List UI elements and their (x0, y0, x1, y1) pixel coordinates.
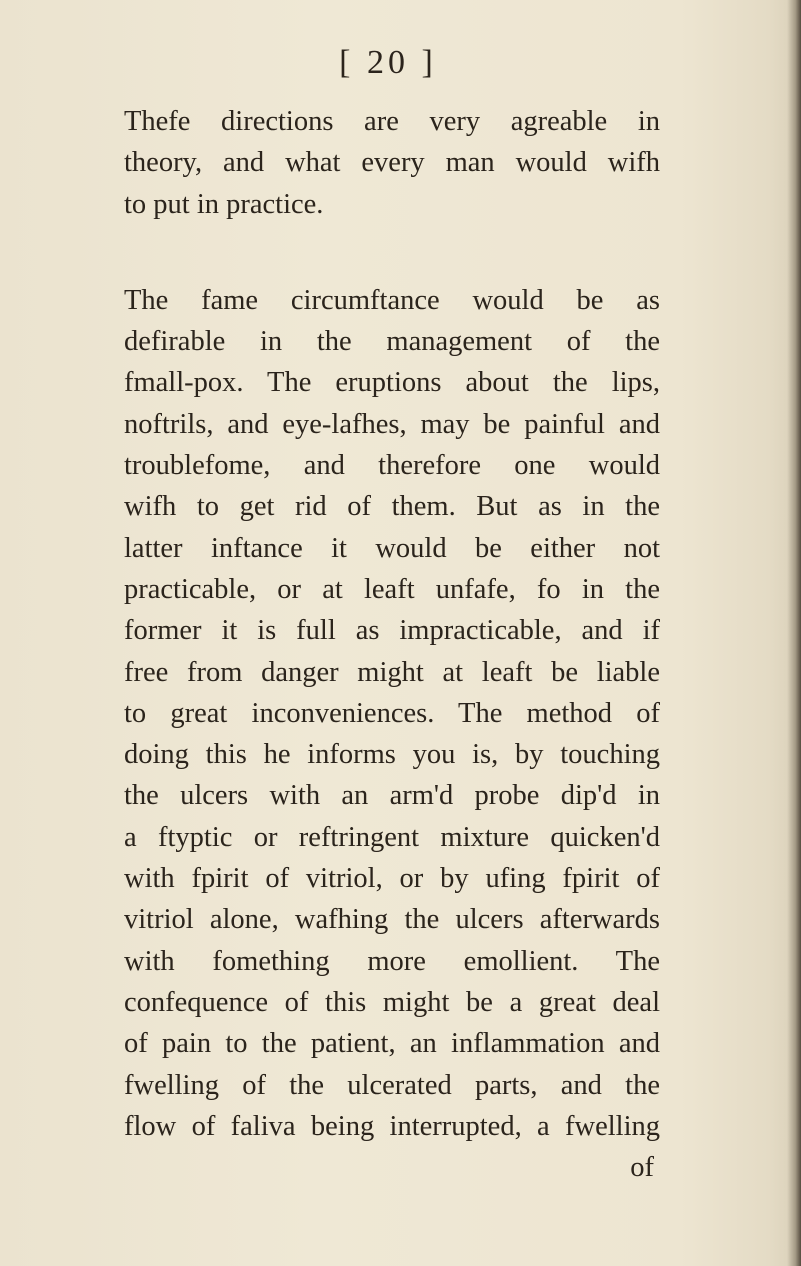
text-line: noftrils, and eye-lafhes, may be painful and (124, 408, 660, 440)
text-line: wifh to get rid of them. But as in the (124, 491, 660, 523)
text-line: free from danger might at leaft be liable (124, 656, 660, 688)
text-line: fwelling of the ulcerated parts, and the (124, 1069, 660, 1101)
text-line: defirable in the management of the (124, 326, 660, 358)
text-line: vitriol alone, wafhing the ulcers afterwards (124, 904, 660, 936)
text-line: former it is full as impracticable, and if (124, 615, 660, 647)
paragraph-gap (124, 225, 660, 280)
paragraph-2 (124, 280, 660, 1147)
paragraph-1 (124, 101, 660, 225)
text-line: to put in practice. (124, 188, 324, 220)
text-line: latter inftance it would be either not (124, 532, 660, 564)
text-line: a ftyptic or reftringent mixture quicken'd (124, 821, 660, 853)
page-body (124, 101, 660, 1188)
text-line: The fame circumftance would be as (124, 284, 660, 316)
page-number: [ 20 ] (339, 44, 437, 81)
text-line: theory, and what every man would wifh (124, 147, 660, 179)
text-line: with fomething more emollient. The (124, 945, 660, 977)
text-line: practicable, or at leaft unfafe, fo in the (124, 573, 660, 605)
text-line: of pain to the patient, an inflammation and (124, 1028, 660, 1060)
text-line: troublefome, and therefore one would (124, 450, 660, 482)
catchword: of (630, 1152, 654, 1184)
text-line: Thefe directions are very agreable in (124, 106, 660, 137)
text-line: with fpirit of vitriol, or by ufing fpirit of (124, 863, 660, 895)
text-line: to great inconveniences. The method of (124, 697, 660, 729)
text-line: confequence of this might be a great deal (124, 986, 660, 1018)
text-line: flow of faliva being interrupted, a fwelling (124, 1110, 660, 1142)
page-gutter-shadow (787, 0, 801, 1266)
text-line: the ulcers with an arm'd probe dip'd in (124, 780, 660, 812)
text-line: doing this he informs you is, by touching (124, 739, 660, 771)
text-line: fmall-pox. The eruptions about the lips, (124, 367, 660, 399)
